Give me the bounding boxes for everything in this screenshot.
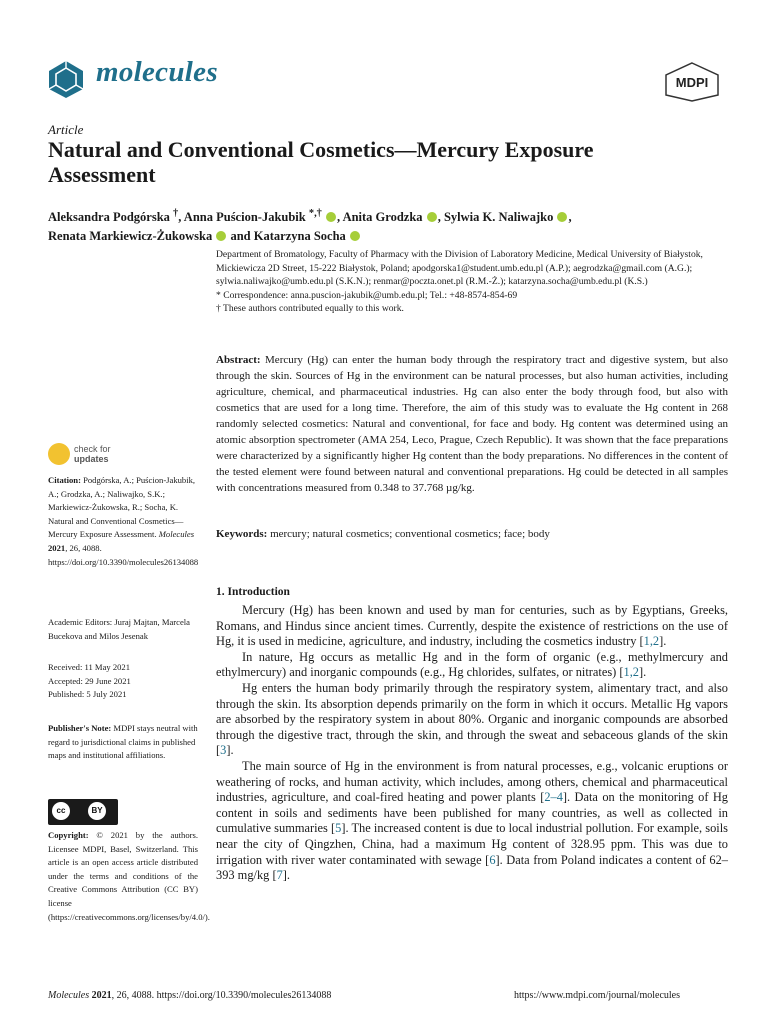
author-conjunction: and	[230, 229, 251, 244]
author[interactable]: Aleksandra Podgórska	[48, 210, 170, 225]
author-mark: *,†	[308, 208, 322, 219]
footer-journal-url[interactable]: https://www.mdpi.com/journal/molecules	[514, 990, 680, 1001]
author-mark: †	[173, 208, 179, 219]
paragraph: The main source of Hg in the environment is from natural processes, e.g., volcanic eruptions or weathering of rocks, and human activity, which includes, among others, chemical and pharmaceutical industries, agriculture, and coal-fired heating and power plants [2–4]. Data on the monitoring of Hg content in soils and sediments have been published for many countries, as well as collected in cumulative summaries [5]. The increased content is due to local industrial pollution. For example, soils near the city of Qingzhen, China, had a maximum Hg content of 328.95 ppm. This was due to irrigation with river water contaminated with sewage [6]. Data from Poland indicates a content of 62–393 mg/kg [7].	[216, 758, 728, 883]
check-updates-icon	[48, 443, 70, 465]
check-for-updates-button[interactable]: check for updates	[48, 441, 198, 467]
footer-citation: Molecules 2021, 26, 4088. https://doi.org/10.3390/molecules26134088	[48, 990, 332, 1001]
paragraph: Mercury (Hg) has been known and used by man for centuries, such as by Egyptians, Greeks, Romans, and Hindus since ancient times. Currently, despite the existence of restrictions on the use of Hg, it is used in medicine, agriculture, and industry, including the cosmetics industry [1,2].	[216, 603, 728, 649]
published-date: Published: 5 July 2021	[48, 689, 127, 700]
citation-label: Citation:	[48, 475, 81, 485]
affiliation-block	[216, 248, 728, 316]
citation-block: Citation: Podgórska, A.; Puścion-Jakubik, A.; Grodzka, A.; Naliwajko, S.K.; Markiewicz-Żukowska, R.; Socha, K. Natural and Conventional Cosmetics—Mercury Exposure Assessment. Molecules 2021, 26, 4088. https://doi.org/10.3390/molecules26134088	[48, 475, 199, 567]
keywords	[216, 526, 728, 542]
mdpi-text: MDPI	[675, 75, 709, 90]
affiliation-text: Department of Bromatology, Faculty of Pharmacy with the Division of Laboratory Medicine, Medical University of Białystok, Mickiewicza 2D Street, 15-222 Białystok, Poland; apodgorska1@student.umb.edu.pl (A.P.); aegrodzka@gmail.com (A.G.); sylwia.naliwajko@umb.edu.pl (S.K.N.); renmar@poczta.onet.pl (R.M.-Ż.); katarzyna.socha@umb.edu.pl (K.S.)	[216, 249, 703, 288]
author-list: Aleksandra Podgórska †, Anna Puścion-Jakubik *,† , Anita Grodzka , Sylwia K. Naliwajko , Renata Markiewicz-Żukowska and Katarzyna Socha	[48, 208, 572, 244]
received-date: Received: 11 May 2021	[48, 662, 131, 672]
keywords-text: mercury; natural cosmetics; conventional cosmetics; face; body	[270, 528, 550, 540]
paragraph: Hg enters the human body primarily through the respiratory system, alimentary tract, and also through the skin. Its absorption depends primarily on the form in which it occurs. Metallic Hg vapors are absorbed by the respiratory system in about 80%. Organic and inorganic compounds are absorbed through the digestive tract, through the skin, and through the sweat and sebaceous glands of the skin [3].	[216, 680, 728, 758]
orcid-icon[interactable]	[427, 212, 437, 222]
body-text	[216, 603, 728, 884]
author[interactable]: Sylwia K. Naliwajko	[443, 210, 554, 225]
citation-link[interactable]: 5	[335, 821, 342, 836]
dates-block	[48, 661, 198, 702]
author[interactable]: Katarzyna Socha	[253, 229, 346, 244]
paragraph: In nature, Hg occurs as metallic Hg and in the form of organic (e.g., methylmercury and ethylmercury) and inorganic compounds (e.g., Hg chlorides, sulfates, or nitrates) [1,2].	[216, 649, 728, 680]
abstract-label: Abstract:	[216, 354, 261, 366]
citation-link[interactable]: 2–4	[544, 790, 563, 805]
journal-name: molecules	[96, 56, 218, 88]
orcid-icon[interactable]	[557, 212, 567, 222]
academic-editors: Academic Editors: Juraj Majtan, Marcela Bucekova and Milos Jesenak	[48, 617, 190, 641]
cc-icon: cc	[52, 802, 70, 820]
mdpi-logo	[664, 62, 720, 102]
abstract	[216, 352, 728, 496]
equal-contribution-note: † These authors contributed equally to this work.	[216, 303, 404, 315]
correspondence: * Correspondence: anna.puscion-jakubik@umb.edu.pl; Tel.: +48-8574-854-69	[216, 289, 518, 301]
orcid-icon[interactable]	[326, 212, 336, 222]
citation-link[interactable]: 3	[220, 743, 227, 758]
by-icon: BY	[88, 802, 106, 820]
author[interactable]: Anita Grodzka	[342, 210, 423, 225]
article-title: Natural and Conventional Cosmetics—Mercury Exposure Assessment	[48, 137, 594, 187]
article-type: Article	[48, 122, 84, 137]
citation-link[interactable]: 1,2	[623, 665, 640, 680]
accepted-date: Accepted: 29 June 2021	[48, 675, 131, 686]
citation-link[interactable]: 1,2	[643, 634, 660, 649]
orcid-icon[interactable]	[216, 231, 226, 241]
keywords-label: Keywords:	[216, 528, 268, 540]
abstract-text: Mercury (Hg) can enter the human body through the respiratory tract and digestive system, but also through the skin. Sources of Hg in the environment can be natural processes, but also human activities, including agriculture, chemical, and pharmaceutical industries. Hg can also enter the body through food, but also with cosmetics that are used for a long time. Therefore, the aim of this study was to evaluate the Hg content in 268 randomly selected cosmetics: Natural and conventional, for face and body. Hg content was determined using an atomic absorption spectrometer (AMA 254, Leco, Prague, Czech Republic). It was shown that the face preparations were characterized by a significantly higher Hg content than the body preparations. No differences in the content of the tested element were found between natural and conventional preparations. Hg could be detected in all samples with concentrations measured from 0.348 to 37.768 µg/kg.	[216, 354, 729, 494]
section-heading: 1. Introduction	[216, 586, 290, 598]
copyright-block: Copyright: © 2021 by the authors. Licensee MDPI, Basel, Switzerland. This article is an open access article distributed under the terms and conditions of the Creative Commons Attribution (CC BY) license (https://creativecommons.org/licenses/by/4.0/).	[48, 830, 210, 922]
citation-link[interactable]: 7	[276, 868, 283, 883]
cc-by-license-badge[interactable]	[48, 799, 118, 825]
author[interactable]: Renata Markiewicz-Żukowska	[48, 229, 213, 244]
molecules-logo-icon	[44, 58, 88, 100]
publisher-note: Publisher's Note: MDPI stays neutral with regard to jurisdictional claims in published maps and institutional affiliations.	[48, 723, 198, 761]
orcid-icon[interactable]	[350, 231, 360, 241]
author[interactable]: Anna Puścion-Jakubik	[183, 210, 306, 225]
citation-link[interactable]: 6	[489, 852, 496, 867]
